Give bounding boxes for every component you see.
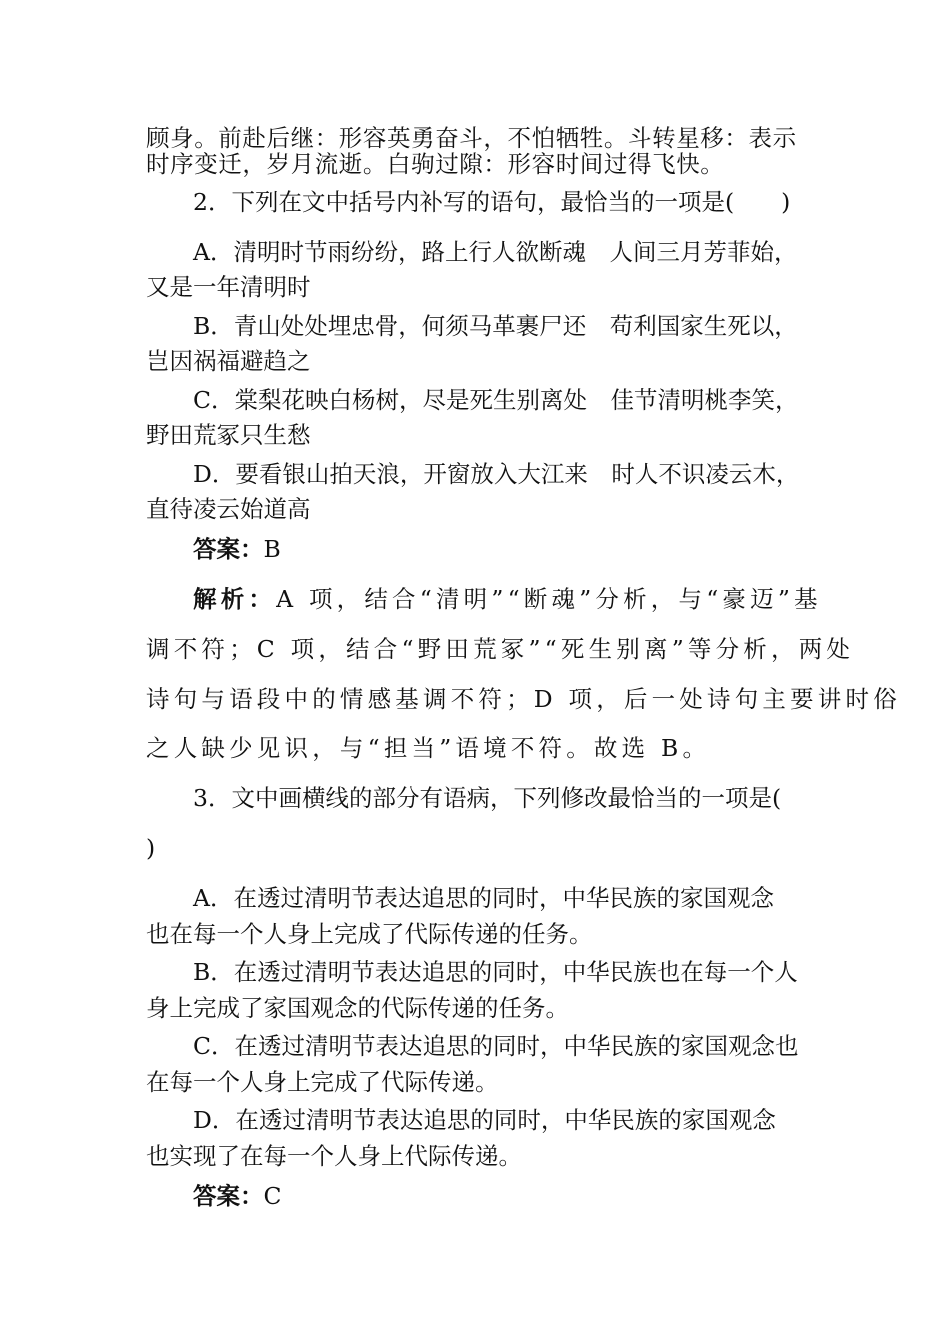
q3-answer: [193, 1180, 873, 1212]
q3-option-d-cont: 也实现了在每一个人身上代际传递。: [146, 1142, 522, 1170]
q2-analysis-cont: 诗句与语段中的情感基调不符；D 项，后一处诗句主要讲时俗: [146, 685, 901, 713]
paragraph-line: 时序变迁，岁月流逝。白驹过隙：形容时间过得飞快。: [146, 150, 725, 178]
q3-option-b: B．在透过清明节表达追思的同时，中华民族也在每一个人: [193, 958, 798, 986]
question-2-stem: 2．下列在文中括号内补写的语句，最恰当的一项是( ): [193, 188, 791, 216]
q2-answer: [193, 533, 873, 565]
q2-option-a-cont: 又是一年清明时: [146, 273, 311, 301]
answer-value: B: [263, 535, 281, 563]
question-3-stem-cont: ): [146, 834, 156, 862]
q2-analysis: [193, 583, 873, 615]
analysis-text: A 项，结合“清明”“断魂”分析，与“豪迈”基: [276, 585, 822, 613]
paragraph-line: 顾身。前赴后继：形容英勇奋斗，不怕牺牲。斗转星移：表示: [146, 124, 797, 152]
question-3-stem: 3．文中画横线的部分有语病，下列修改最恰当的一项是(: [193, 784, 782, 812]
q2-option-c: C．棠梨花映白杨树，尽是死生别离处 佳节清明桃李笑，: [193, 386, 799, 414]
answer-label: 答案：: [193, 535, 264, 563]
answer-value: C: [263, 1182, 282, 1210]
q3-option-a-cont: 也在每一个人身上完成了代际传递的任务。: [146, 920, 593, 948]
analysis-label: 解析：: [193, 585, 277, 613]
q2-option-a: A．清明时节雨纷纷，路上行人欲断魂 人间三月芳菲始，: [193, 238, 798, 266]
q3-option-a: A．在透过清明节表达追思的同时，中华民族的家国观念: [193, 884, 774, 912]
q2-option-c-cont: 野田荒冢只生愁: [146, 421, 311, 449]
q2-option-d-cont: 直待凌云始道高: [146, 495, 311, 523]
answer-label: 答案：: [193, 1182, 264, 1210]
q2-option-b-cont: 岂因祸福避趋之: [146, 347, 311, 375]
q3-option-c-cont: 在每一个人身上完成了代际传递。: [146, 1068, 499, 1096]
q2-analysis-cont: 之人缺少见识，与“担当”语境不符。故选 B。: [146, 734, 711, 762]
q3-option-b-cont: 身上完成了家国观念的代际传递的任务。: [146, 994, 569, 1022]
q2-analysis-cont: 调不符；C 项，结合“野田荒冢”“死生别离”等分析，两处: [146, 635, 855, 663]
q3-option-d: D．在透过清明节表达追思的同时，中华民族的家国观念: [193, 1106, 776, 1134]
q2-option-d: D．要看银山拍天浪，开窗放入大江来 时人不识凌云木，: [193, 460, 800, 488]
q3-option-c: C．在透过清明节表达追思的同时，中华民族的家国观念也: [193, 1032, 799, 1060]
q2-option-b: B．青山处处埋忠骨，何须马革裹尸还 苟利国家生死以，: [193, 312, 798, 340]
